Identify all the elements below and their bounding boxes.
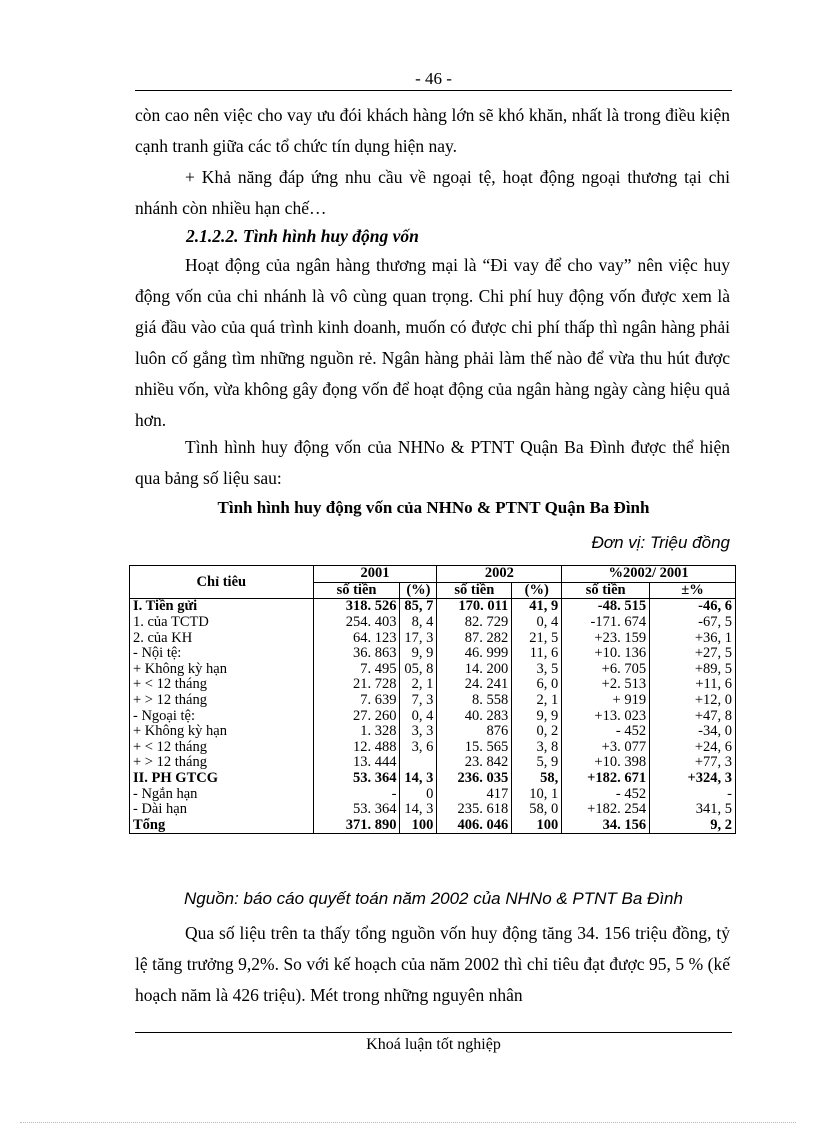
- row-value: 05, 8: [400, 662, 437, 678]
- row-value: -171. 674: [562, 615, 650, 631]
- row-value: 64. 123: [313, 630, 400, 646]
- row-value: 170. 011: [437, 599, 512, 615]
- row-value: 17, 3: [400, 630, 437, 646]
- row-value: 12. 488: [313, 740, 400, 756]
- row-label: Tổng: [130, 818, 314, 834]
- row-label: + < 12 tháng: [130, 677, 314, 693]
- row-value: 58,: [512, 771, 562, 787]
- row-value: 9, 9: [512, 708, 562, 724]
- row-value: 100: [512, 818, 562, 834]
- row-value: +23. 159: [562, 630, 650, 646]
- row-value: -46, 6: [650, 599, 736, 615]
- row-value: 15. 565: [437, 740, 512, 756]
- row-value: 9, 2: [650, 818, 736, 834]
- row-value: 7. 639: [313, 693, 400, 709]
- row-value: 7. 495: [313, 662, 400, 678]
- row-value: 0, 2: [512, 724, 562, 740]
- row-label: - Nội tệ:: [130, 646, 314, 662]
- paragraph-1: [135, 100, 730, 162]
- table-row: [130, 740, 736, 756]
- paragraph-2-text: + Khả năng đáp ứng nhu cầu về ngoại tệ, hoạt động ngoại thương tại chi nhánh còn nhiều hạn chế…: [135, 167, 730, 218]
- row-value: 24. 241: [437, 677, 512, 693]
- row-value: +12, 0: [650, 693, 736, 709]
- table-row: [130, 630, 736, 646]
- row-value: 21. 728: [313, 677, 400, 693]
- row-value: [400, 755, 437, 771]
- row-value: 82. 729: [437, 615, 512, 631]
- table-row: [130, 708, 736, 724]
- row-value: +47, 8: [650, 708, 736, 724]
- row-value: 0, 4: [512, 615, 562, 631]
- row-value: 371. 890: [313, 818, 400, 834]
- row-label: II. PH GTCG: [130, 771, 314, 787]
- row-value: -: [650, 786, 736, 802]
- row-value: 341, 5: [650, 802, 736, 818]
- row-value: 58, 0: [512, 802, 562, 818]
- header-2001: 2001: [313, 566, 437, 583]
- header-chitieu: Chỉ tiêu: [130, 566, 314, 599]
- table-title: Tình hình huy động vốn của NHNo & PTNT Quận Ba Đình: [217, 498, 650, 517]
- header-sotien-change: số tiền: [562, 582, 650, 599]
- row-value: +27, 5: [650, 646, 736, 662]
- row-value: + 919: [562, 693, 650, 709]
- row-value: 14, 3: [400, 771, 437, 787]
- row-value: 36. 863: [313, 646, 400, 662]
- row-value: 3, 8: [512, 740, 562, 756]
- table-row: [130, 802, 736, 818]
- header-sotien-2001: số tiền: [313, 582, 400, 599]
- row-value: 1. 328: [313, 724, 400, 740]
- row-value: +2. 513: [562, 677, 650, 693]
- header-change: %2002/ 2001: [562, 566, 736, 583]
- table-unit: Đơn vị: Triệu đồng: [591, 533, 730, 552]
- paragraph-5-text: Qua số liệu trên ta thấy tổng nguồn vốn huy động tăng 34. 156 triệu đồng, tỷ lệ tăng trưởng 9,2%. So với kế hoạch của năm 2002 thì chỉ tiêu đạt được 95, 5 % (kế hoạch năm là 426 triệu). Mét trong những nguyên nhân: [135, 923, 730, 1005]
- row-value: +13. 023: [562, 708, 650, 724]
- row-value: +6. 705: [562, 662, 650, 678]
- row-value: +10. 398: [562, 755, 650, 771]
- row-value: 46. 999: [437, 646, 512, 662]
- header-sotien-2002: số tiền: [437, 582, 512, 599]
- row-value: 27. 260: [313, 708, 400, 724]
- row-value: 318. 526: [313, 599, 400, 615]
- table-row: [130, 677, 736, 693]
- row-value: +3. 077: [562, 740, 650, 756]
- table-row: [130, 724, 736, 740]
- row-value: 14. 200: [437, 662, 512, 678]
- row-value: +24, 6: [650, 740, 736, 756]
- row-value: 100: [400, 818, 437, 834]
- row-value: -: [313, 786, 400, 802]
- row-value: 21, 5: [512, 630, 562, 646]
- footer-rule: [135, 1032, 732, 1033]
- table-row: [130, 615, 736, 631]
- row-value: 34. 156: [562, 818, 650, 834]
- row-label: - Dài hạn: [130, 802, 314, 818]
- row-label: + > 12 tháng: [130, 755, 314, 771]
- row-value: 13. 444: [313, 755, 400, 771]
- row-label: + Không kỳ hạn: [130, 662, 314, 678]
- row-value: 87. 282: [437, 630, 512, 646]
- row-label: I. Tiền gửi: [130, 599, 314, 615]
- row-value: 11, 6: [512, 646, 562, 662]
- row-label: + > 12 tháng: [130, 693, 314, 709]
- row-label: 2. của KH: [130, 630, 314, 646]
- paragraph-5: [135, 918, 730, 1011]
- row-value: 417: [437, 786, 512, 802]
- row-value: +11, 6: [650, 677, 736, 693]
- section-heading: 2.1.2.2. Tình hình huy động vốn: [186, 226, 419, 246]
- row-label: - Ngoại tệ:: [130, 708, 314, 724]
- row-value: 14, 3: [400, 802, 437, 818]
- row-value: 8, 4: [400, 615, 437, 631]
- paragraph-3: [135, 250, 730, 436]
- page-number: - 46 -: [415, 69, 452, 88]
- row-value: 53. 364: [313, 771, 400, 787]
- row-value: 3, 3: [400, 724, 437, 740]
- row-value: +324, 3: [650, 771, 736, 787]
- paragraph-4-text: Tình hình huy động vốn của NHNo & PTNT Quận Ba Đình được thể hiện qua bảng số liệu sau:: [135, 437, 730, 488]
- paragraph-1-text: còn cao nên việc cho vay ưu đói khách hàng lớn sẽ khó khăn, nhất là trong điều kiện cạnh tranh giữa các tổ chức tín dụng hiện nay.: [135, 105, 730, 156]
- row-value: 2, 1: [400, 677, 437, 693]
- row-value: 5, 9: [512, 755, 562, 771]
- header-pm: ±%: [650, 582, 736, 599]
- row-label: 1. của TCTD: [130, 615, 314, 631]
- row-value: -67, 5: [650, 615, 736, 631]
- table-row: [130, 646, 736, 662]
- row-value: 3, 5: [512, 662, 562, 678]
- row-value: 0, 4: [400, 708, 437, 724]
- table-source: Nguồn: báo cáo quyết toán năm 2002 của NHNo & PTNT Ba Đình: [184, 889, 683, 908]
- row-value: +89, 5: [650, 662, 736, 678]
- row-label: - Ngắn hạn: [130, 786, 314, 802]
- row-value: 23. 842: [437, 755, 512, 771]
- row-value: 0: [400, 786, 437, 802]
- row-value: - 452: [562, 786, 650, 802]
- table-row: [130, 818, 736, 834]
- row-value: -48. 515: [562, 599, 650, 615]
- row-value: 406. 046: [437, 818, 512, 834]
- row-value: +10. 136: [562, 646, 650, 662]
- row-value: 3, 6: [400, 740, 437, 756]
- row-value: 254. 403: [313, 615, 400, 631]
- row-value: +36, 1: [650, 630, 736, 646]
- row-value: 876: [437, 724, 512, 740]
- paragraph-2: [135, 162, 730, 224]
- table-row: [130, 771, 736, 787]
- table-row: [130, 755, 736, 771]
- row-value: 6, 0: [512, 677, 562, 693]
- row-value: - 452: [562, 724, 650, 740]
- row-value: 10, 1: [512, 786, 562, 802]
- header-2002: 2002: [437, 566, 562, 583]
- row-value: 40. 283: [437, 708, 512, 724]
- row-value: 8. 558: [437, 693, 512, 709]
- row-value: +182. 671: [562, 771, 650, 787]
- row-value: 53. 364: [313, 802, 400, 818]
- row-value: 85, 7: [400, 599, 437, 615]
- row-label: + Không kỳ hạn: [130, 724, 314, 740]
- table-row: [130, 662, 736, 678]
- header-pct-2001: (%): [400, 582, 437, 599]
- capital-table: [129, 565, 736, 834]
- table-row: [130, 599, 736, 615]
- header-rule: [135, 90, 732, 91]
- row-value: -34, 0: [650, 724, 736, 740]
- row-value: 235. 618: [437, 802, 512, 818]
- row-value: 41, 9: [512, 599, 562, 615]
- paragraph-3-text: Hoạt động của ngân hàng thương mại là “Đi vay để cho vay” nên việc huy động vốn của chi nhánh là vô cùng quan trọng. Chi phí huy động vốn được xem là giá đầu vào của quá trình kinh doanh, muốn có được chi phí thấp thì ngân hàng phải luôn cố gắng tìm những nguồn rẻ. Ngân hàng phải làm thế nào để vừa thu hút được nhiều vốn, vừa không gây đọng vốn để hoạt động của ngân hàng ngày càng hiệu quả hơn.: [135, 255, 730, 430]
- row-value: 2, 1: [512, 693, 562, 709]
- row-value: 7, 3: [400, 693, 437, 709]
- row-value: +77, 3: [650, 755, 736, 771]
- paragraph-4: [135, 432, 730, 494]
- header-pct-2002: (%): [512, 582, 562, 599]
- row-value: 9, 9: [400, 646, 437, 662]
- row-label: + < 12 tháng: [130, 740, 314, 756]
- table-row: [130, 693, 736, 709]
- footer-text: Khoá luận tốt nghiệp: [366, 1036, 501, 1053]
- table-row: [130, 786, 736, 802]
- row-value: 236. 035: [437, 771, 512, 787]
- row-value: +182. 254: [562, 802, 650, 818]
